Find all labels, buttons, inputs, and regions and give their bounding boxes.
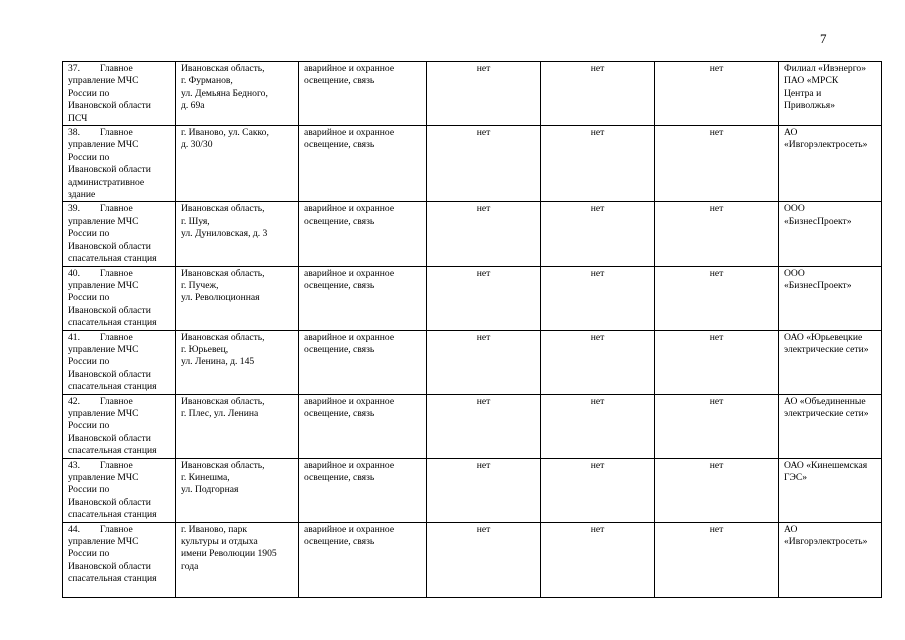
- lighting-line: аварийное и охранное: [304, 331, 395, 343]
- supplier-line: Приволжья»: [784, 100, 835, 112]
- supplier-line: электрические сети»: [784, 343, 869, 355]
- organization-line: спасательная станция: [68, 573, 157, 585]
- value-cell-5: нет: [541, 330, 655, 394]
- address-cell: [176, 62, 299, 126]
- address-line: ул. Дуниловская, д. 3: [181, 228, 268, 240]
- address-cell: [176, 202, 299, 266]
- lighting-line: освещение, связь: [304, 75, 375, 87]
- organization-line: управление МЧС: [68, 407, 139, 419]
- organization-line: управление МЧС: [68, 343, 139, 355]
- supplier-cell: [779, 266, 882, 330]
- organization-line: России по: [68, 548, 110, 560]
- organization-line: Главное: [100, 127, 133, 139]
- organization-line: Ивановской области: [68, 100, 151, 112]
- row-number: 42.: [68, 395, 80, 407]
- organization-line: управление МЧС: [68, 215, 139, 227]
- lighting-line: освещение, связь: [304, 536, 375, 548]
- organization-line: России по: [68, 87, 110, 99]
- supplier-line: АО: [784, 523, 798, 535]
- organization-line: Главное: [100, 203, 133, 215]
- organization-line: России по: [68, 228, 110, 240]
- page-number: 7: [820, 31, 827, 46]
- organization-line: управление МЧС: [68, 279, 139, 291]
- lighting-line: аварийное и охранное: [304, 395, 395, 407]
- lighting-line: аварийное и охранное: [304, 267, 395, 279]
- table-row: [63, 522, 882, 597]
- lighting-line: аварийное и охранное: [304, 459, 395, 471]
- address-line: ул. Ленина, д. 145: [181, 356, 255, 368]
- supplier-cell: [779, 458, 882, 522]
- organization-line: Ивановской области: [68, 560, 151, 572]
- address-line: Ивановская область,: [181, 267, 265, 279]
- table-row: [63, 266, 882, 330]
- organization-line: Ивановской области: [68, 304, 151, 316]
- lighting-cell: [299, 394, 427, 458]
- lighting-line: аварийное и охранное: [304, 127, 395, 139]
- lighting-line: освещение, связь: [304, 139, 375, 151]
- address-line: ул. Подгорная: [181, 484, 239, 496]
- supplier-line: ООО: [784, 267, 805, 279]
- address-line: Ивановская область,: [181, 395, 265, 407]
- lighting-line: аварийное и охранное: [304, 523, 395, 535]
- supplier-line: ООО: [784, 203, 805, 215]
- lighting-line: освещение, связь: [304, 407, 375, 419]
- value-cell-5: нет: [541, 202, 655, 266]
- table-row: [63, 62, 882, 126]
- organization-cell: [63, 458, 176, 522]
- row-number: 44.: [68, 523, 80, 535]
- value-cell-5: нет: [541, 266, 655, 330]
- lighting-line: освещение, связь: [304, 343, 375, 355]
- value-cell-4: нет: [427, 62, 541, 126]
- supplier-cell: [779, 202, 882, 266]
- address-line: д. 69а: [181, 100, 205, 112]
- value-cell-5: нет: [541, 522, 655, 597]
- lighting-cell: [299, 126, 427, 202]
- row-number: 38.: [68, 127, 80, 139]
- organization-line: административное: [68, 176, 145, 188]
- lighting-line: освещение, связь: [304, 472, 375, 483]
- facilities-table: [62, 61, 882, 598]
- table-row: [63, 330, 882, 394]
- organization-line: ПСЧ: [68, 112, 88, 124]
- organization-line: России по: [68, 356, 110, 368]
- organization-line: управление МЧС: [68, 75, 139, 87]
- address-line: Ивановская область,: [181, 63, 265, 74]
- supplier-line: «Ивгорэлектросеть»: [784, 536, 868, 548]
- lighting-cell: [299, 458, 427, 522]
- address-line: д. 30/30: [181, 139, 213, 151]
- organization-line: Ивановской области: [68, 432, 151, 444]
- organization-line: Главное: [100, 331, 133, 343]
- address-line: Ивановская область,: [181, 459, 265, 471]
- supplier-line: «БизнесПроект»: [784, 279, 852, 291]
- row-number: 37.: [68, 63, 80, 74]
- lighting-line: аварийное и охранное: [304, 63, 395, 74]
- supplier-line: ГЭС»: [784, 472, 808, 483]
- table-row: [63, 126, 882, 202]
- supplier-line: ОАО «Кинешемская: [784, 459, 868, 471]
- value-cell-4: нет: [427, 394, 541, 458]
- organization-line: Главное: [100, 523, 133, 535]
- organization-cell: [63, 202, 176, 266]
- value-cell-6: нет: [655, 330, 779, 394]
- supplier-cell: [779, 330, 882, 394]
- supplier-line: «БизнесПроект»: [784, 215, 852, 227]
- lighting-line: освещение, связь: [304, 215, 375, 227]
- address-line: ул. Революционная: [181, 292, 260, 304]
- supplier-line: ОАО «Юрьевецкие: [784, 331, 863, 343]
- lighting-cell: [299, 330, 427, 394]
- lighting-cell: [299, 62, 427, 126]
- address-line: г. Шуя,: [181, 215, 210, 227]
- supplier-line: «Ивгорэлектросеть»: [784, 139, 868, 151]
- lighting-line: освещение, связь: [304, 279, 375, 291]
- organization-line: России по: [68, 292, 110, 304]
- organization-line: Главное: [100, 63, 133, 74]
- organization-line: Ивановской области: [68, 368, 151, 380]
- address-cell: [176, 522, 299, 597]
- organization-cell: [63, 266, 176, 330]
- organization-line: Главное: [100, 267, 133, 279]
- supplier-cell: [779, 522, 882, 597]
- organization-line: Ивановской области: [68, 164, 151, 176]
- supplier-cell: [779, 394, 882, 458]
- address-cell: [176, 394, 299, 458]
- address-line: имени Революции 1905: [181, 548, 277, 560]
- value-cell-6: нет: [655, 458, 779, 522]
- lighting-line: аварийное и охранное: [304, 203, 395, 215]
- value-cell-6: нет: [655, 62, 779, 126]
- address-line: года: [181, 560, 199, 572]
- value-cell-5: нет: [541, 62, 655, 126]
- value-cell-6: нет: [655, 266, 779, 330]
- address-line: г. Плес, ул. Ленина: [181, 407, 259, 419]
- value-cell-5: нет: [541, 394, 655, 458]
- organization-line: управление МЧС: [68, 536, 139, 548]
- organization-cell: [63, 330, 176, 394]
- organization-cell: [63, 62, 176, 126]
- row-number: 43.: [68, 459, 80, 471]
- address-line: г. Иваново, парк: [181, 523, 248, 535]
- value-cell-4: нет: [427, 522, 541, 597]
- address-line: Ивановская область,: [181, 203, 265, 215]
- supplier-line: Филиал «Ивэнерго»: [784, 63, 867, 74]
- value-cell-5: нет: [541, 458, 655, 522]
- value-cell-4: нет: [427, 330, 541, 394]
- organization-line: Ивановской области: [68, 496, 151, 508]
- organization-line: спасательная станция: [68, 317, 157, 329]
- address-cell: [176, 458, 299, 522]
- value-cell-4: нет: [427, 126, 541, 202]
- organization-line: Главное: [100, 459, 133, 471]
- value-cell-4: нет: [427, 266, 541, 330]
- supplier-cell: [779, 126, 882, 202]
- supplier-line: АО: [784, 127, 798, 139]
- supplier-line: Центра и: [784, 87, 822, 99]
- value-cell-5: нет: [541, 126, 655, 202]
- address-line: г. Иваново, ул. Сакко,: [181, 127, 269, 139]
- organization-line: управление МЧС: [68, 472, 139, 483]
- organization-line: спасательная станция: [68, 445, 157, 457]
- lighting-cell: [299, 202, 427, 266]
- address-line: г. Юрьевец,: [181, 343, 229, 355]
- supplier-line: ПАО «МРСК: [784, 75, 839, 87]
- value-cell-6: нет: [655, 202, 779, 266]
- row-number: 39.: [68, 203, 80, 215]
- organization-line: спасательная станция: [68, 509, 157, 521]
- organization-line: Ивановской области: [68, 240, 151, 252]
- address-cell: [176, 126, 299, 202]
- row-number: 41.: [68, 331, 80, 343]
- value-cell-6: нет: [655, 522, 779, 597]
- address-cell: [176, 330, 299, 394]
- value-cell-6: нет: [655, 394, 779, 458]
- address-line: ул. Демьяна Бедного,: [181, 87, 268, 99]
- organization-line: Главное: [100, 395, 133, 407]
- organization-line: управление МЧС: [68, 139, 139, 151]
- table-row: [63, 202, 882, 266]
- supplier-line: электрические сети»: [784, 407, 869, 419]
- table-row: [63, 458, 882, 522]
- address-line: культуры и отдыха: [181, 536, 258, 548]
- organization-line: России по: [68, 484, 110, 496]
- address-line: г. Кинешма,: [181, 472, 230, 483]
- organization-line: здание: [68, 189, 96, 201]
- organization-cell: [63, 522, 176, 597]
- value-cell-4: нет: [427, 458, 541, 522]
- organization-line: спасательная станция: [68, 253, 157, 265]
- supplier-cell: [779, 62, 882, 126]
- address-line: г. Фурманов,: [181, 75, 233, 87]
- organization-line: России по: [68, 151, 110, 163]
- address-line: Ивановская область,: [181, 331, 265, 343]
- table-row: [63, 394, 882, 458]
- row-number: 40.: [68, 267, 80, 279]
- organization-cell: [63, 126, 176, 202]
- value-cell-4: нет: [427, 202, 541, 266]
- supplier-line: АО «Объединенные: [784, 395, 866, 407]
- address-line: г. Пучеж,: [181, 279, 219, 291]
- organization-line: спасательная станция: [68, 381, 157, 393]
- lighting-cell: [299, 522, 427, 597]
- value-cell-6: нет: [655, 126, 779, 202]
- organization-line: России по: [68, 420, 110, 432]
- lighting-cell: [299, 266, 427, 330]
- address-cell: [176, 266, 299, 330]
- organization-cell: [63, 394, 176, 458]
